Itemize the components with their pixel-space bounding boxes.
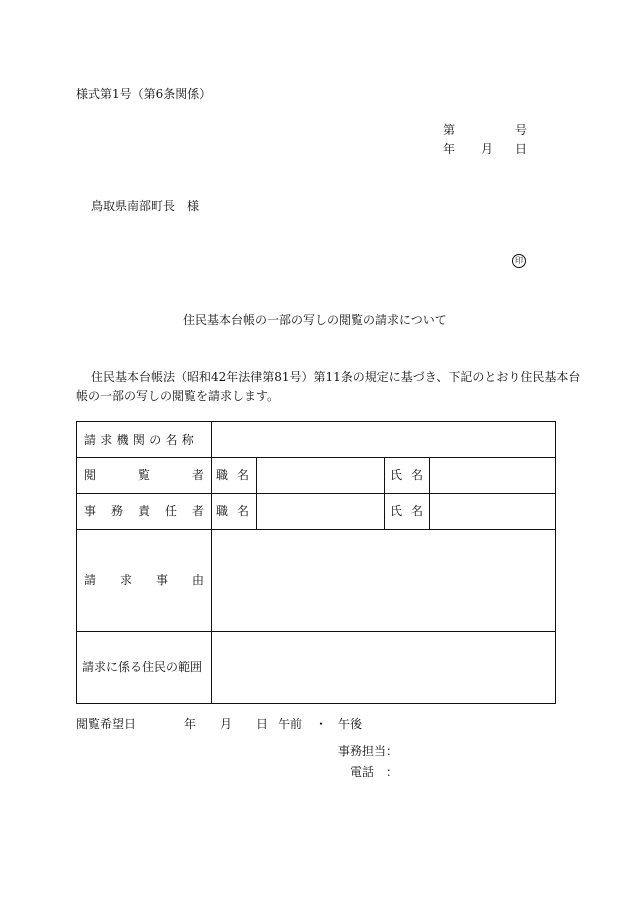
- responsible-officer-label-char: 務: [110, 504, 123, 518]
- body-text-line-1: 住民基本台帳法（昭和42年法律第81号）第11条の規定に基づき、下記のとおり住民基本台: [91, 370, 581, 384]
- pm-option: 午後: [338, 717, 363, 731]
- document-number-prefix: 第: [443, 123, 456, 137]
- viewer-title-label: 職名: [216, 468, 259, 482]
- viewer-name-field[interactable]: [430, 457, 555, 493]
- responsible-officer-label-char: 任: [164, 504, 177, 518]
- phone-label: 電話 ：: [350, 765, 399, 779]
- request-reason-label-char: 由: [191, 573, 204, 587]
- resident-scope-field[interactable]: [212, 631, 555, 703]
- viewer-label-char: 閲: [84, 468, 97, 482]
- date-year: 年: [443, 142, 456, 156]
- request-reason-label-char: 求: [119, 573, 132, 587]
- document-title: 住民基本台帳の一部の写しの閲覧の請求について: [183, 313, 447, 327]
- request-reason-field[interactable]: [212, 529, 555, 631]
- request-reason-label-char: 事: [155, 573, 168, 587]
- desired-date-month: 月: [220, 717, 233, 731]
- form-number: 様式第1号（第6条関係）: [76, 87, 212, 101]
- responsible-officer-label: [84, 493, 204, 529]
- date-day: 日: [515, 142, 528, 156]
- seal-mark: 印: [512, 254, 526, 268]
- request-reason-label-char: 請: [84, 573, 97, 587]
- officer-name-label: 氏名: [390, 504, 433, 518]
- addressee: 鳥取県南部町長 様: [91, 199, 200, 213]
- desired-date-year: 年: [184, 717, 197, 731]
- body-text-line-2: 帳の一部の写しの閲覧を請求します。: [76, 389, 280, 403]
- desired-date-label: 閲覧希望日: [76, 717, 137, 731]
- resident-scope-label: 請求に係る住民の範囲: [82, 660, 203, 674]
- request-form-table: [76, 421, 556, 704]
- desired-date-day: 日: [256, 717, 269, 731]
- viewer-label-char: 覧: [137, 468, 150, 482]
- officer-title-field[interactable]: [257, 493, 383, 529]
- am-pm-separator: ・: [315, 717, 328, 731]
- officer-name-field[interactable]: [430, 493, 555, 529]
- responsible-officer-label-char: 事: [84, 504, 97, 518]
- request-reason-label: [84, 529, 204, 631]
- officer-title-label: 職名: [216, 504, 259, 518]
- viewer-label-char: 者: [191, 468, 204, 482]
- column-divider: [384, 457, 385, 529]
- document-number-suffix: 号: [515, 123, 528, 137]
- requesting-organization-field[interactable]: [212, 422, 555, 457]
- date-month: 月: [481, 142, 494, 156]
- responsible-officer-label-char: 責: [137, 504, 150, 518]
- am-option: 午前: [278, 717, 303, 731]
- viewer-label: [84, 457, 204, 493]
- viewer-title-field[interactable]: [257, 457, 383, 493]
- viewer-name-label: 氏名: [390, 468, 433, 482]
- contact-person-label: 事務担当：: [338, 744, 399, 758]
- requesting-organization-label: 請求機関の名称: [84, 432, 199, 447]
- responsible-officer-label-char: 者: [191, 504, 204, 518]
